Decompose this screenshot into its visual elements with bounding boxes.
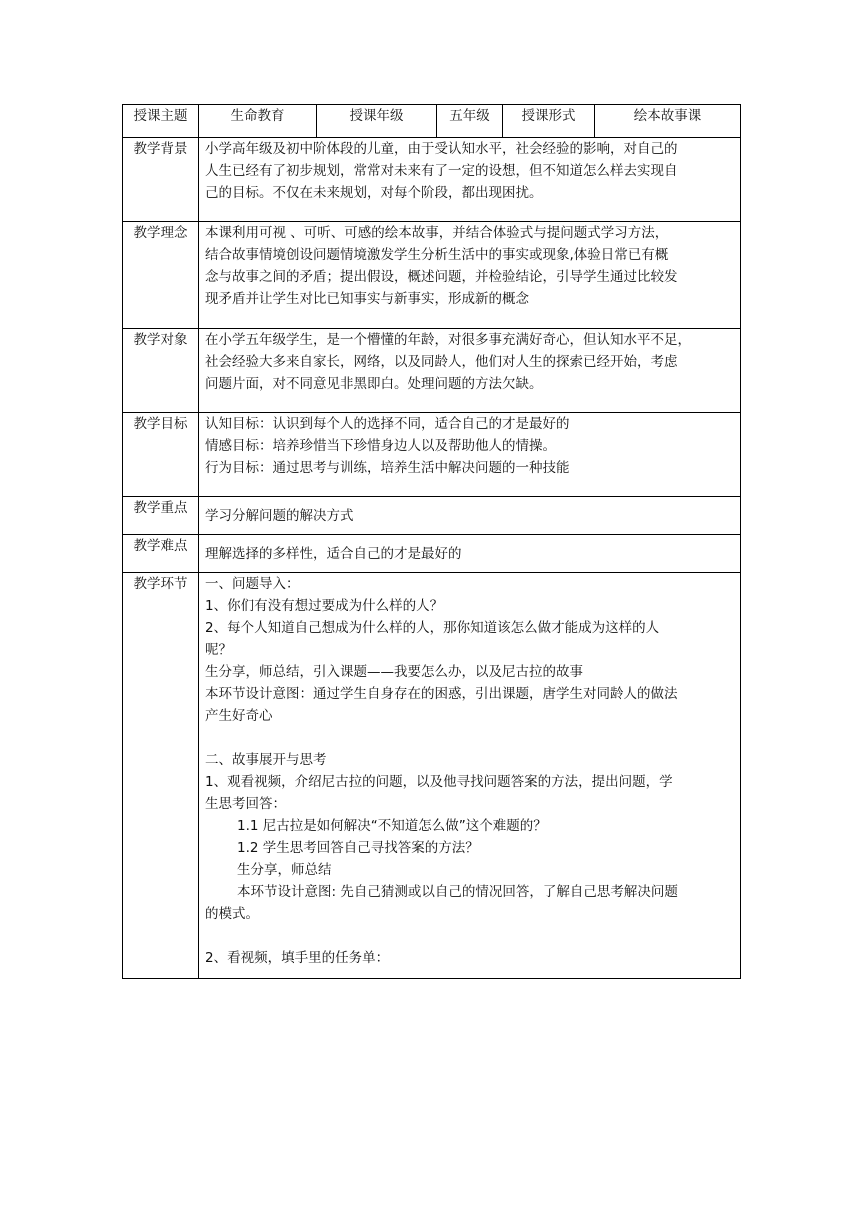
philosophy-row bbox=[123, 222, 741, 329]
philosophy-line: 结合故事情境创设问题情境激发学生分析生活中的事实或现象,体验日常已有概 bbox=[205, 247, 669, 263]
sub-question-1-1: 1.1 尼古拉是如何解决“不知道怎么做”这个难题的？ bbox=[237, 818, 547, 834]
difficulty-row bbox=[123, 535, 741, 573]
process-label: 教学环节 bbox=[123, 573, 199, 979]
objectives-row bbox=[123, 413, 741, 497]
question-1: 1、你们有没有想过要成为什么样的人？ bbox=[205, 598, 444, 614]
objectives-content bbox=[199, 413, 741, 497]
background-line: 人生已经有了初步规划，常常对未来有了一定的设想，但不知道怎么样去实现自 bbox=[205, 163, 678, 179]
grade-value: 五年级 bbox=[437, 105, 503, 138]
topic-value: 生命教育 bbox=[199, 105, 317, 138]
design-intent-2-cont: 的模式。 bbox=[205, 906, 259, 922]
topic-label: 授课主题 bbox=[123, 105, 199, 138]
step-2: 2、看视频，填手里的任务单： bbox=[205, 950, 390, 966]
spacer bbox=[205, 925, 734, 947]
key-point-text: 学习分解问题的解决方式 bbox=[199, 497, 741, 535]
audience-label: 教学对象 bbox=[123, 329, 199, 413]
philosophy-line: 现矛盾并让学生对比已知事实与新事实，形成新的概念 bbox=[205, 291, 529, 307]
background-line: 己的目标。不仅在未来规划，对每个阶段，都出现困扰。 bbox=[205, 185, 543, 201]
share-summary-1: 生分享，师总结，引入课题——我要怎么办，以及尼古拉的故事 bbox=[205, 664, 583, 680]
audience-line: 问题片面，对不同意见非黑即白。处理问题的方法欠缺。 bbox=[205, 376, 543, 392]
background-line: 小学高年级及初中阶体段的儿童，由于受认知水平，社会经验的影响，对自己的 bbox=[205, 141, 678, 157]
objective-emotional: 情感目标：培养珍惜当下珍惜身边人以及帮助他人的情操。 bbox=[205, 438, 556, 454]
objectives-label: 教学目标 bbox=[123, 413, 199, 497]
difficulty-text: 理解选择的多样性，适合自己的才是最好的 bbox=[199, 535, 741, 573]
section-2-title: 二、故事展开与思考 bbox=[205, 752, 327, 768]
philosophy-line: 本课利用可视 、可听、可感的绘本故事，并结合体验式与提问题式学习方法， bbox=[205, 225, 669, 241]
grade-label: 授课年级 bbox=[317, 105, 437, 138]
audience-line: 在小学五年级学生，是一个懵懂的年龄，对很多事充满好奇心，但认知水平不足， bbox=[205, 332, 691, 348]
background-content bbox=[199, 138, 741, 222]
objective-behavioral: 行为目标：通过思考与训练，培养生活中解决问题的一种技能 bbox=[205, 460, 570, 476]
objective-cognitive: 认知目标：认识到每个人的选择不同，适合自己的才是最好的 bbox=[205, 416, 570, 432]
section-1-title: 一、问题导入： bbox=[205, 576, 300, 592]
key-point-label: 教学重点 bbox=[123, 497, 199, 535]
key-point-row bbox=[123, 497, 741, 535]
design-intent-1: 本环节设计意图：通过学生自身存在的困惑，引出课题，唐学生对同龄人的做法 bbox=[205, 686, 678, 702]
header-row bbox=[123, 105, 741, 138]
audience-line: 社会经验大多来自家长，网络，以及同龄人，他们对人生的探索已经开始，考虑 bbox=[205, 354, 678, 370]
background-label: 教学背景 bbox=[123, 138, 199, 222]
process-row bbox=[123, 573, 741, 979]
audience-content bbox=[199, 329, 741, 413]
design-intent-1-cont: 产生好奇心 bbox=[205, 708, 273, 724]
lesson-plan-page bbox=[122, 104, 740, 979]
design-intent-2: 本环节设计意图: 先自己猜测或以自己的情况回答，了解自己思考解决问题 bbox=[237, 884, 678, 900]
philosophy-label: 教学理念 bbox=[123, 222, 199, 329]
question-2: 2、每个人知道自己想成为什么样的人，那你知道该怎么做才能成为这样的人 bbox=[205, 620, 660, 636]
audience-row bbox=[123, 329, 741, 413]
background-row bbox=[123, 138, 741, 222]
sub-question-1-2: 1.2 学生思考回答自己寻找答案的方法？ bbox=[237, 840, 479, 856]
question-2-cont: 呢？ bbox=[205, 642, 232, 658]
philosophy-line: 念与故事之间的矛盾；提出假设，概述问题，并检验结论，引导学生通过比较发 bbox=[205, 269, 678, 285]
step-1: 1、观看视频，介绍尼古拉的问题，以及他寻找问题答案的方法，提出问题，学 bbox=[205, 774, 673, 790]
form-value: 绘本故事课 bbox=[595, 105, 741, 138]
share-summary-2: 生分享，师总结 bbox=[237, 862, 332, 878]
process-content bbox=[199, 573, 741, 979]
philosophy-content bbox=[199, 222, 741, 329]
difficulty-label: 教学难点 bbox=[123, 535, 199, 573]
step-1-cont: 生思考回答： bbox=[205, 796, 286, 812]
form-label: 授课形式 bbox=[503, 105, 595, 138]
lesson-plan-table bbox=[122, 104, 741, 979]
spacer bbox=[205, 727, 734, 749]
